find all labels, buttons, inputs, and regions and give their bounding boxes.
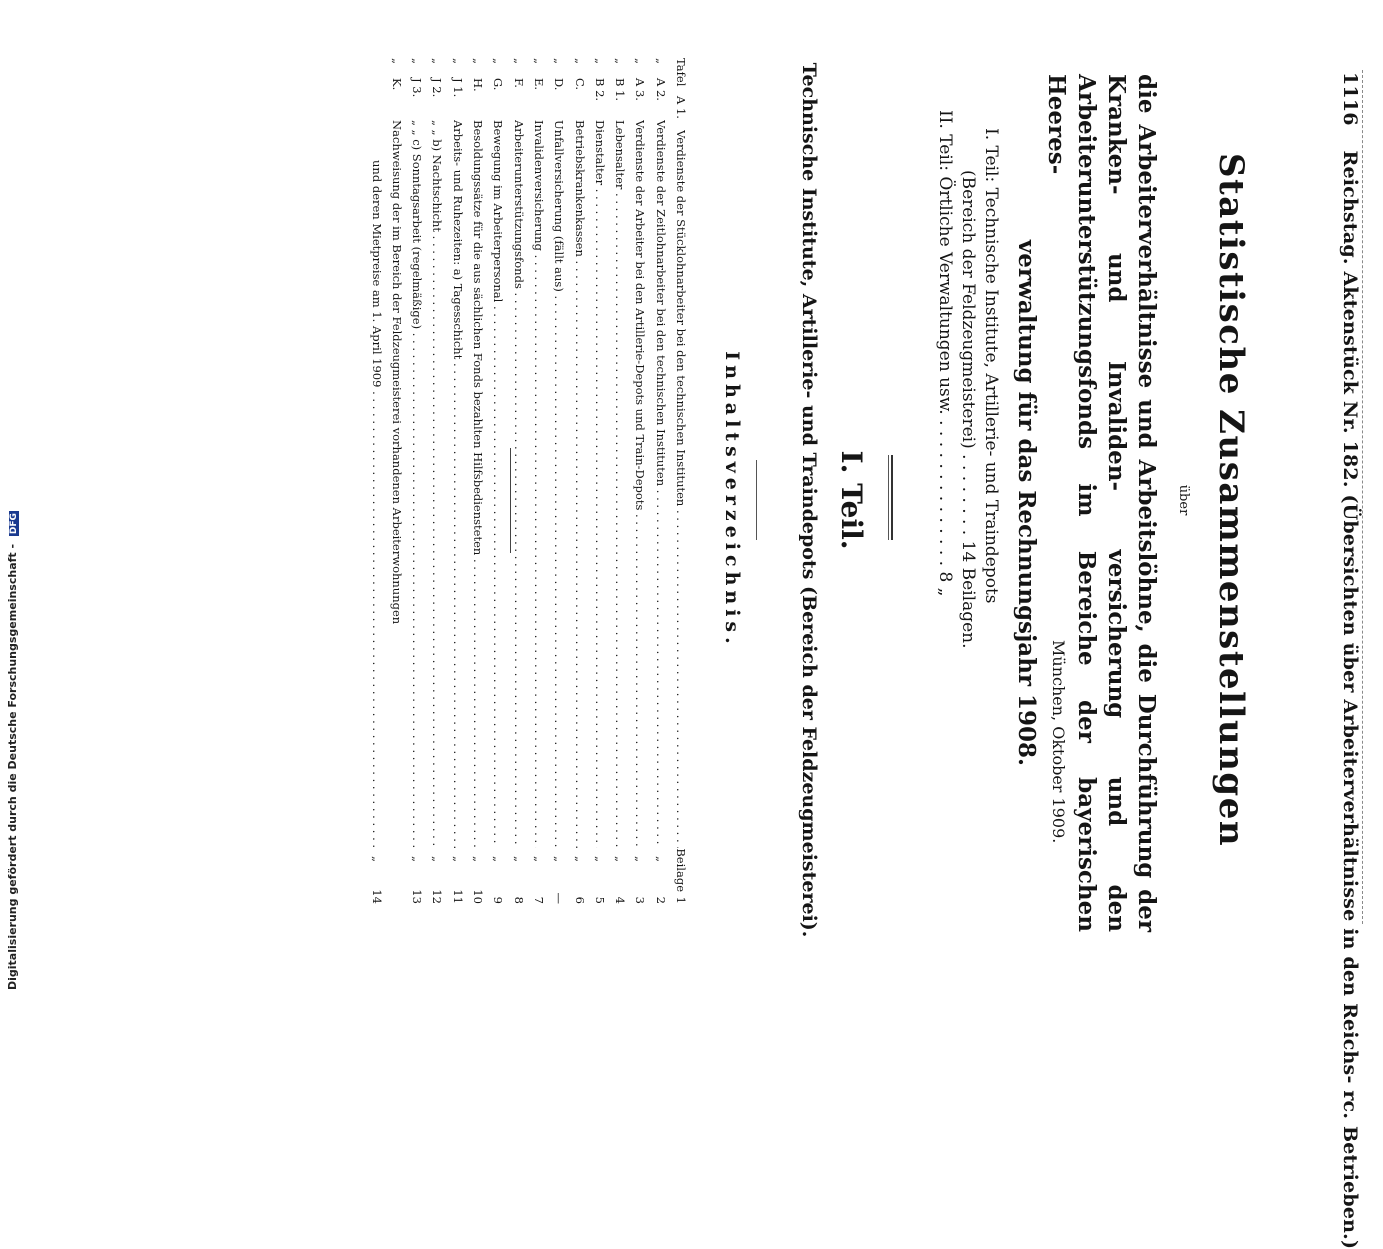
closing-rule: [510, 448, 511, 553]
dfg-logo: DFG: [9, 513, 19, 535]
part-1-pages: 14 Beilagen.: [958, 540, 978, 649]
toc-row: [647, 58, 667, 918]
toc-table: [363, 58, 688, 918]
toc-row: [526, 58, 546, 918]
toc-text: Unfallversicherung (fällt aus) . . .: [552, 120, 566, 848]
toc-row: [627, 58, 647, 918]
ditto-mark: „: [471, 58, 486, 64]
ditto-mark: „: [450, 58, 465, 64]
document-subtitle: [1011, 74, 1161, 932]
toc-row: [668, 58, 688, 918]
ditto-mark: „: [653, 856, 668, 862]
toc-row: [607, 58, 627, 918]
part-1-num: I.: [981, 128, 1001, 141]
header-text: Reichstag. Aktenstück Nr. 182. (Übersichten über Arbeiterverhältnisse in den Reichs- rc. Betrieben.): [1339, 150, 1361, 1249]
ditto-mark: „: [531, 58, 546, 64]
toc-text: „ „ b) Nachtschicht . . .: [430, 120, 444, 848]
ditto-mark: „: [552, 58, 567, 64]
ditto-mark: „: [592, 856, 607, 862]
toc-number: 7: [531, 896, 546, 904]
part-2-num: II.: [935, 110, 955, 129]
part-1-label: Teil:: [981, 145, 1001, 183]
toc-text: Bewegung im Arbeiterpersonal . . .: [491, 120, 505, 848]
subtitle-line-2: versicherung und den Arbeiterunterstützungsfonds im Bereiche der bayerischen Heeres-: [1043, 74, 1130, 932]
toc-number: 2: [653, 896, 668, 904]
toc-row: [566, 58, 586, 918]
subtitle-line-1: die Arbeiterverhältnisse und Arbeitslöhne, die Durchführung der Kranken- und Invaliden-: [1103, 74, 1160, 932]
toc-row: [404, 58, 424, 918]
part-2-text: Örtliche Verwaltungen usw.: [935, 176, 955, 415]
funding-note: [6, 0, 19, 990]
place-date: München, Oktober 1909.: [1049, 640, 1068, 844]
part-2-ditto: „: [935, 587, 955, 597]
tafel-label: Tafel: [674, 58, 688, 87]
toc-text: Verdienste der Stücklohnarbeiter bei den technischen Instituten . . .: [674, 130, 688, 848]
toc-row: [444, 58, 464, 918]
toc-row: [546, 58, 566, 918]
ditto-mark: „: [633, 856, 648, 862]
footer-strip: [0, 0, 30, 1000]
ditto-mark: „: [613, 58, 628, 64]
toc-code: D.: [552, 78, 567, 91]
toc-number: 4: [613, 896, 628, 904]
toc-number: 10: [471, 889, 486, 904]
toc-row: [505, 58, 525, 918]
contents-part-2: II. Teil: Örtliche Verwaltungen usw. . . . . . . . . . . . . . . 8 „: [935, 110, 955, 597]
toc-number: 14: [369, 889, 384, 904]
toc-number: 8: [511, 896, 526, 904]
ditto-mark: „: [633, 58, 648, 64]
toc-code: C.: [572, 78, 587, 91]
part-heading: I. Teil.: [835, 450, 868, 550]
part-2-pages: 8: [935, 571, 955, 583]
contents-part-1-cont: (Bereich der Feldzeugmeisterei) . . . . . . . . 14 Beilagen.: [958, 170, 978, 649]
ditto-mark: „: [430, 58, 445, 64]
toc-code: A 2.: [653, 78, 668, 101]
toc-text: Besoldungssätze für die aus sächlichen Fonds bezahlten Hilfsbediensteten . . .: [471, 120, 485, 848]
toc-text: Lebensalter . . .: [613, 120, 627, 848]
toc-text: Invalidenversicherung . . .: [532, 120, 546, 848]
toc-text: Verdienste der Arbeiter bei den Artillerie-Depots und Train-Depots . . .: [633, 120, 647, 848]
toc-heading: Inhaltsverzeichnis.: [721, 351, 743, 649]
toc-row: [424, 58, 444, 918]
ditto-mark: „: [552, 856, 567, 862]
toc-number: 9: [491, 896, 506, 904]
toc-code: B 1.: [613, 78, 628, 102]
toc-code: A 1.: [674, 96, 688, 119]
part-subheading: Technische Institute, Artillerie- und Traindepots (Bereich der Feldzeugmeisterei).: [798, 62, 820, 938]
ditto-mark: „: [613, 856, 628, 862]
toc-code: G.: [491, 78, 506, 91]
toc-code: H.: [471, 78, 486, 92]
divider-rule: [891, 455, 893, 540]
part-2-label: Teil:: [935, 134, 955, 171]
toc-code: E.: [531, 78, 546, 91]
ditto-mark: „: [653, 58, 668, 64]
divider-rule: [756, 460, 757, 540]
title-connector: über: [1176, 484, 1191, 516]
ditto-mark: „: [491, 58, 506, 64]
ditto-mark: „: [369, 856, 384, 862]
toc-number: 5: [592, 896, 607, 904]
toc-row: [485, 58, 505, 918]
funding-text: Digitalisierung gefördert durch die Deutsche Forschungsgemeinschaft -: [6, 543, 19, 990]
page-number: 1116: [1339, 72, 1361, 126]
toc-text: Arbeits- und Ruhezeiten: a) Tagesschicht . . .: [451, 120, 465, 848]
toc-code: K.: [389, 78, 404, 91]
ditto-mark: „: [572, 856, 587, 862]
toc-code: J 1.: [450, 78, 465, 98]
toc-code: B 2.: [592, 78, 607, 102]
toc-row: [384, 58, 404, 918]
toc-number: 1: [674, 896, 688, 904]
toc-code: J 2.: [430, 78, 445, 98]
part-1-cont: (Bereich der Feldzeugmeisterei): [958, 170, 978, 449]
header-rule: [1362, 70, 1363, 924]
ditto-mark: „: [430, 856, 445, 862]
ditto-mark: „: [450, 856, 465, 862]
ditto-mark: „: [572, 58, 587, 64]
toc-row: [363, 58, 383, 918]
toc-text: Verdienste der Zeitlohnarbeiter bei den technischen Instituten . . .: [654, 120, 668, 848]
toc-text: Betriebskrankenkassen . . .: [573, 120, 587, 848]
subtitle-line-3: verwaltung für das Rechnungsjahr 1908.: [1013, 239, 1040, 767]
document-title: Statistische Zusammenstellungen: [1211, 152, 1251, 848]
toc-number: 12: [430, 889, 445, 904]
beilage-label: Beilage: [674, 848, 688, 892]
ditto-mark: „: [410, 58, 425, 64]
toc-number: 13: [410, 889, 425, 904]
toc-text: Nachweisung der im Bereich der Feldzeugmeisterei vorhandenen Arbeiterwohnungen: [389, 120, 404, 625]
ditto-mark: „: [471, 856, 486, 862]
toc-number: 3: [633, 896, 648, 904]
divider-rule: [888, 455, 889, 540]
ditto-mark: „: [410, 856, 425, 862]
toc-row: [465, 58, 485, 918]
running-header: [1339, 72, 1361, 1249]
toc-number: —: [552, 892, 567, 904]
part-1-text: Technische Institute, Artillerie- und Traindepots: [981, 187, 1001, 604]
ditto-mark: „: [511, 58, 526, 64]
ditto-mark: „: [491, 856, 506, 862]
toc-text: Dienstalter . . .: [593, 120, 607, 848]
contents-part-1: [981, 128, 1001, 604]
ditto-mark: „: [531, 856, 546, 862]
toc-code: J 3.: [410, 78, 425, 98]
toc-text: „ „ c) Sonntagsarbeit (regelmäßige) . . .: [410, 120, 424, 848]
toc-text: und deren Mietpreise am 1. April 1909 . . .: [370, 160, 384, 848]
toc-row: [587, 58, 607, 918]
ditto-mark: „: [511, 856, 526, 862]
toc-text: Arbeiterunterstützungsfonds . . .: [512, 120, 526, 848]
toc-number: 6: [572, 896, 587, 904]
ditto-mark: „: [389, 58, 404, 64]
toc-code: A 3.: [633, 78, 648, 101]
ditto-mark: „: [592, 58, 607, 64]
toc-number: 11: [450, 889, 465, 904]
toc-code: F.: [511, 78, 526, 88]
